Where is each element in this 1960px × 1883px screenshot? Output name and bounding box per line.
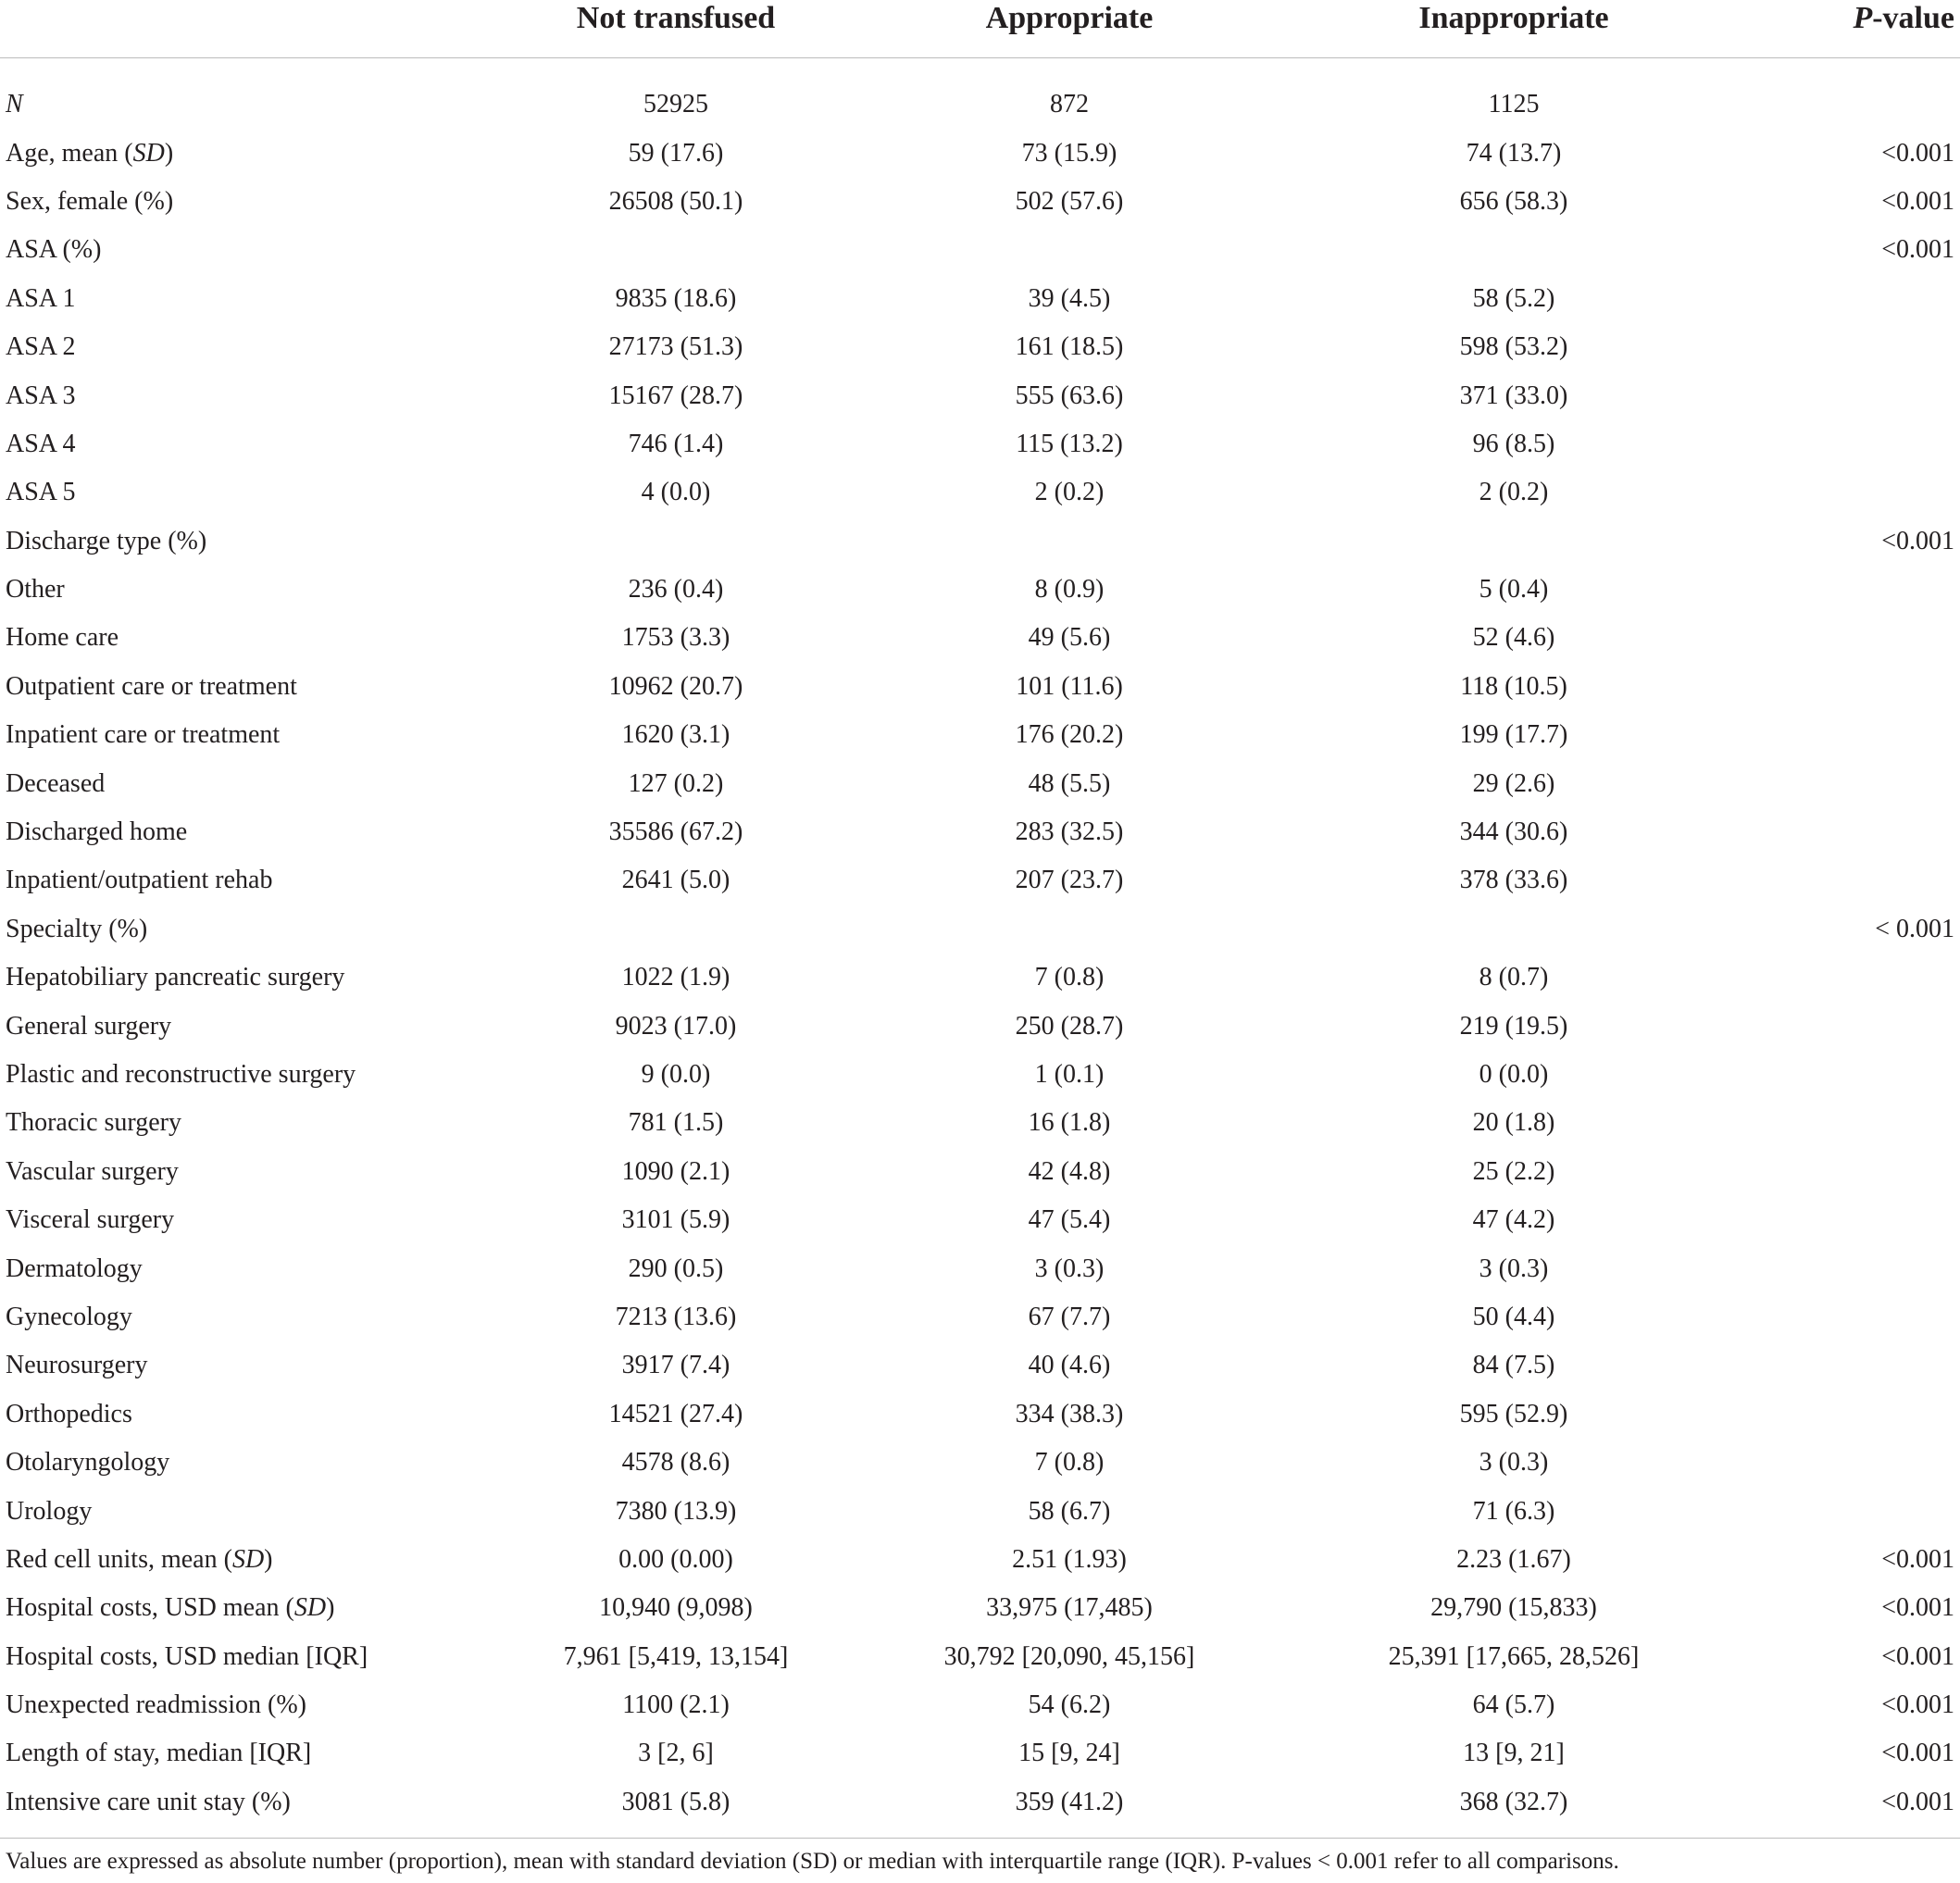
table-row — [0, 1584, 1960, 1632]
row-label-text: Plastic and reconstructive surgery — [6, 1060, 356, 1089]
row-label — [0, 226, 518, 274]
cell-appropriate: 872 — [1050, 90, 1089, 119]
table-row — [0, 905, 1960, 954]
row-label-text: ASA 1 — [6, 283, 76, 313]
cell-inappropriate: 199 (17.7) — [1459, 720, 1568, 750]
cell-appropriate: 334 (38.3) — [1015, 1399, 1124, 1428]
cell-p-value: <0.001 — [1881, 186, 1954, 216]
cell-inappropriate: 20 (1.8) — [1472, 1108, 1555, 1138]
cell-inappropriate — [1305, 518, 1722, 566]
table-row — [0, 759, 1960, 807]
table-row — [0, 518, 1960, 566]
cell-inappropriate: 1125 — [1488, 90, 1540, 119]
cell-p-value — [1722, 1390, 1960, 1439]
cell-inappropriate: 656 (58.3) — [1459, 186, 1568, 216]
table-row — [0, 420, 1960, 468]
cell-inappropriate: 71 (6.3) — [1472, 1496, 1555, 1526]
cell-inappropriate: 2 (0.2) — [1479, 478, 1549, 507]
row-label — [0, 1148, 518, 1196]
row-label-italic: N — [6, 90, 23, 119]
row-label — [0, 371, 518, 419]
table-body — [0, 58, 1960, 1839]
header-appropriate: Appropriate — [833, 0, 1305, 58]
cell-p-value — [1722, 614, 1960, 662]
row-label — [0, 663, 518, 711]
cell-appropriate: 555 (63.6) — [1015, 380, 1124, 410]
header-not-transfused: Not transfused — [518, 0, 833, 58]
header-p-italic: P — [1853, 1, 1873, 35]
table-row — [0, 1390, 1960, 1439]
table-row — [0, 663, 1960, 711]
cell-appropriate: 161 (18.5) — [1015, 332, 1124, 362]
row-label — [0, 420, 518, 468]
row-label — [0, 1051, 518, 1099]
row-label-text: ASA (%) — [6, 235, 102, 265]
cell-p-value: <0.001 — [1881, 1641, 1954, 1671]
cell-p-value — [1722, 420, 1960, 468]
row-label-text: General surgery — [6, 1011, 172, 1041]
row-label-text: Hospital costs, USD median [IQR] — [6, 1641, 368, 1671]
cell-p-value — [1722, 275, 1960, 323]
row-label-text: Discharged home — [6, 817, 188, 847]
row-label-text: ASA 3 — [6, 380, 76, 410]
row-label — [0, 1536, 518, 1584]
cell-p-value — [1722, 323, 1960, 371]
header-inappropriate: Inappropriate — [1305, 0, 1722, 58]
table-row — [0, 178, 1960, 226]
cell-p-value — [1722, 1439, 1960, 1487]
cell-p-value — [1722, 1099, 1960, 1147]
cell-not-transfused: 9835 (18.6) — [615, 283, 737, 313]
cell-not-transfused: 1090 (2.1) — [621, 1156, 730, 1186]
row-label-text: ASA 2 — [6, 332, 76, 362]
cell-appropriate: 40 (4.6) — [1028, 1351, 1111, 1380]
row-label — [0, 905, 518, 954]
table-row — [0, 1244, 1960, 1292]
row-label — [0, 1487, 518, 1535]
row-label — [0, 808, 518, 856]
row-label-text: Discharge type (%) — [6, 526, 207, 555]
table-row — [0, 1681, 1960, 1729]
row-label — [0, 323, 518, 371]
cell-p-value — [1722, 954, 1960, 1002]
table-row — [0, 1487, 1960, 1535]
cell-appropriate: 7 (0.8) — [1034, 1448, 1105, 1478]
row-label-text: Neurosurgery — [6, 1351, 148, 1380]
row-label-text: Intensive care unit stay (%) — [6, 1787, 291, 1816]
cell-appropriate: 58 (6.7) — [1028, 1496, 1111, 1526]
row-label-text: Length of stay, median [IQR] — [6, 1739, 312, 1768]
cell-p-value — [1722, 81, 1960, 129]
cell-not-transfused: 2641 (5.0) — [621, 866, 730, 895]
cell-appropriate: 115 (13.2) — [1016, 429, 1123, 458]
cell-inappropriate: 64 (5.7) — [1472, 1690, 1555, 1720]
cell-not-transfused: 1753 (3.3) — [621, 623, 730, 653]
cell-not-transfused: 14521 (27.4) — [608, 1399, 743, 1428]
cell-inappropriate: 74 (13.7) — [1466, 138, 1562, 168]
cell-appropriate: 1 (0.1) — [1034, 1060, 1105, 1089]
table-header-row — [0, 0, 1960, 58]
table-row — [0, 1729, 1960, 1777]
cell-p-value: <0.001 — [1881, 1593, 1954, 1623]
row-label — [0, 1390, 518, 1439]
cell-inappropriate: 344 (30.6) — [1459, 817, 1568, 847]
cell-p-value — [1722, 711, 1960, 759]
cell-not-transfused: 9 (0.0) — [641, 1060, 711, 1089]
table-footnote: Values are expressed as absolute number (proportion), mean with standard deviation (SD) or median with interquartile range (IQR). P-values < 0.001 refer to all comparisons. — [6, 1849, 1619, 1874]
cell-not-transfused — [518, 226, 833, 274]
row-label-text: Urology — [6, 1496, 93, 1526]
row-label-italic: SD — [132, 138, 165, 168]
row-label-suffix: ) — [326, 1593, 335, 1623]
cell-inappropriate: 96 (8.5) — [1472, 429, 1555, 458]
row-label — [0, 81, 518, 129]
cell-inappropriate: 118 (10.5) — [1460, 671, 1567, 701]
cell-not-transfused: 3917 (7.4) — [621, 1351, 730, 1380]
row-label — [0, 711, 518, 759]
cell-appropriate: 42 (4.8) — [1028, 1156, 1111, 1186]
row-label-text: Gynecology — [6, 1302, 132, 1331]
row-label — [0, 468, 518, 517]
row-label-text: Hospital costs, USD mean ( — [6, 1593, 294, 1623]
table-row — [0, 808, 1960, 856]
cell-inappropriate: 84 (7.5) — [1472, 1351, 1555, 1380]
cell-inappropriate: 368 (32.7) — [1459, 1787, 1568, 1816]
cell-appropriate: 176 (20.2) — [1015, 720, 1124, 750]
cell-p-value — [1722, 1487, 1960, 1535]
cell-appropriate: 359 (41.2) — [1015, 1787, 1124, 1816]
cell-p-value — [1722, 1148, 1960, 1196]
cell-inappropriate: 378 (33.6) — [1459, 866, 1568, 895]
row-label-text: Orthopedics — [6, 1399, 132, 1428]
cell-p-value: <0.001 — [1881, 1787, 1954, 1816]
cell-p-value — [1722, 1341, 1960, 1390]
table-row — [0, 468, 1960, 517]
cell-not-transfused: 4578 (8.6) — [621, 1448, 730, 1478]
cell-not-transfused: 7213 (13.6) — [615, 1302, 737, 1331]
row-label-text: Outpatient care or treatment — [6, 671, 297, 701]
cell-appropriate: 47 (5.4) — [1028, 1205, 1111, 1235]
cell-appropriate: 30,792 [20,090, 45,156] — [943, 1641, 1195, 1671]
cell-inappropriate: 58 (5.2) — [1472, 283, 1555, 313]
cell-appropriate: 283 (32.5) — [1015, 817, 1124, 847]
cell-p-value: <0.001 — [1881, 138, 1954, 168]
cell-inappropriate: 3 (0.3) — [1479, 1253, 1549, 1283]
cell-appropriate: 48 (5.5) — [1028, 768, 1111, 798]
cell-not-transfused: 781 (1.5) — [628, 1108, 724, 1138]
row-label — [0, 1778, 518, 1827]
row-label-text: Home care — [6, 623, 119, 653]
cell-p-value: < 0.001 — [1875, 914, 1954, 943]
row-label-text: Unexpected readmission (%) — [6, 1690, 306, 1720]
cell-not-transfused: 3081 (5.8) — [621, 1787, 730, 1816]
row-label-text: Sex, female (%) — [6, 186, 174, 216]
row-label-text: Thoracic surgery — [6, 1108, 181, 1138]
row-label — [0, 275, 518, 323]
cell-not-transfused — [518, 518, 833, 566]
row-label-text: Red cell units, mean ( — [6, 1544, 232, 1574]
table-row — [0, 856, 1960, 904]
cell-appropriate: 16 (1.8) — [1028, 1108, 1111, 1138]
cell-inappropriate — [1305, 905, 1722, 954]
row-label — [0, 1293, 518, 1341]
cell-not-transfused: 1022 (1.9) — [621, 963, 730, 992]
table-row — [0, 614, 1960, 662]
row-label-suffix: ) — [264, 1544, 273, 1574]
cell-p-value — [1722, 1244, 1960, 1292]
cell-p-value — [1722, 759, 1960, 807]
cell-appropriate: 250 (28.7) — [1015, 1011, 1124, 1041]
row-label — [0, 129, 518, 177]
table-row — [0, 566, 1960, 614]
row-label-text: Inpatient/outpatient rehab — [6, 866, 273, 895]
cell-p-value: <0.001 — [1881, 1690, 1954, 1720]
cell-p-value — [1722, 856, 1960, 904]
header-p-value — [1722, 0, 1960, 58]
cell-not-transfused: 26508 (50.1) — [608, 186, 743, 216]
row-label — [0, 614, 518, 662]
row-label — [0, 1002, 518, 1050]
cell-inappropriate: 598 (53.2) — [1459, 332, 1568, 362]
cell-p-value — [1722, 663, 1960, 711]
header-blank — [0, 0, 518, 58]
cell-appropriate — [833, 226, 1305, 274]
cell-not-transfused: 1100 (2.1) — [622, 1690, 730, 1720]
cell-not-transfused: 1620 (3.1) — [621, 720, 730, 750]
row-label — [0, 1196, 518, 1244]
cell-not-transfused: 27173 (51.3) — [608, 332, 743, 362]
cell-p-value — [1722, 566, 1960, 614]
cell-p-value: <0.001 — [1881, 526, 1954, 555]
row-label — [0, 518, 518, 566]
cell-inappropriate: 29,790 (15,833) — [1430, 1593, 1597, 1623]
cell-p-value: <0.001 — [1881, 1544, 1954, 1574]
row-label-text: Vascular surgery — [6, 1156, 179, 1186]
cell-inappropriate: 595 (52.9) — [1459, 1399, 1568, 1428]
cell-not-transfused: 3101 (5.9) — [621, 1205, 730, 1235]
cell-inappropriate: 371 (33.0) — [1459, 380, 1568, 410]
cell-not-transfused: 9023 (17.0) — [615, 1011, 737, 1041]
cell-appropriate: 73 (15.9) — [1021, 138, 1117, 168]
row-label-suffix: ) — [164, 138, 174, 168]
header-p-rest: -value — [1872, 1, 1954, 35]
row-label — [0, 566, 518, 614]
table-row — [0, 1439, 1960, 1487]
cell-inappropriate: 3 (0.3) — [1479, 1448, 1549, 1478]
cell-not-transfused: 4 (0.0) — [641, 478, 711, 507]
cell-appropriate — [833, 905, 1305, 954]
table-row — [0, 129, 1960, 177]
row-label — [0, 759, 518, 807]
cell-appropriate: 2.51 (1.93) — [1012, 1544, 1127, 1574]
row-label-text: Dermatology — [6, 1253, 143, 1283]
row-label — [0, 1439, 518, 1487]
cell-appropriate: 101 (11.6) — [1016, 671, 1123, 701]
cell-not-transfused: 127 (0.2) — [628, 768, 724, 798]
row-label-text: Hepatobiliary pancreatic surgery — [6, 963, 345, 992]
table-row — [0, 1051, 1960, 1099]
cell-inappropriate: 5 (0.4) — [1479, 575, 1549, 605]
table-row — [0, 323, 1960, 371]
cell-not-transfused: 52925 — [643, 90, 708, 119]
row-label-text: ASA 5 — [6, 478, 76, 507]
cell-inappropriate: 52 (4.6) — [1472, 623, 1555, 653]
cell-p-value — [1722, 371, 1960, 419]
cell-appropriate: 49 (5.6) — [1028, 623, 1111, 653]
cell-appropriate — [833, 518, 1305, 566]
cell-not-transfused: 10962 (20.7) — [608, 671, 743, 701]
cell-p-value — [1722, 468, 1960, 517]
cell-not-transfused: 59 (17.6) — [628, 138, 724, 168]
row-label — [0, 856, 518, 904]
cell-not-transfused: 10,940 (9,098) — [599, 1593, 753, 1623]
cell-not-transfused: 236 (0.4) — [628, 575, 724, 605]
row-label-text: Visceral surgery — [6, 1205, 175, 1235]
table-row — [0, 1536, 1960, 1584]
table-row — [0, 1148, 1960, 1196]
cell-p-value: <0.001 — [1881, 1739, 1954, 1768]
cell-not-transfused: 35586 (67.2) — [608, 817, 743, 847]
cell-inappropriate: 25 (2.2) — [1472, 1156, 1555, 1186]
row-label — [0, 1244, 518, 1292]
row-label-text: Age, mean ( — [6, 138, 133, 168]
table-row — [0, 1293, 1960, 1341]
cell-appropriate: 2 (0.2) — [1034, 478, 1105, 507]
table-row — [0, 1099, 1960, 1147]
table-row — [0, 1633, 1960, 1681]
table-row — [0, 954, 1960, 1002]
row-label-text: Otolaryngology — [6, 1448, 170, 1478]
cell-appropriate: 7 (0.8) — [1034, 963, 1105, 992]
cell-appropriate: 15 [9, 24] — [1018, 1739, 1120, 1768]
table-row — [0, 1341, 1960, 1390]
cell-appropriate: 3 (0.3) — [1034, 1253, 1105, 1283]
cell-not-transfused: 3 [2, 6] — [638, 1739, 714, 1768]
table-row — [0, 371, 1960, 419]
cell-inappropriate: 50 (4.4) — [1472, 1302, 1555, 1331]
cell-not-transfused: 0.00 (0.00) — [618, 1544, 733, 1574]
cell-inappropriate: 25,391 [17,665, 28,526] — [1388, 1641, 1640, 1671]
cell-inappropriate: 13 [9, 21] — [1463, 1739, 1565, 1768]
cell-appropriate: 8 (0.9) — [1034, 575, 1105, 605]
cell-inappropriate: 8 (0.7) — [1479, 963, 1549, 992]
cell-p-value — [1722, 808, 1960, 856]
table-row — [0, 275, 1960, 323]
cell-not-transfused — [518, 905, 833, 954]
table-row — [0, 226, 1960, 274]
cell-inappropriate: 2.23 (1.67) — [1456, 1544, 1571, 1574]
row-label — [0, 1099, 518, 1147]
cell-appropriate: 39 (4.5) — [1028, 283, 1111, 313]
cell-p-value — [1722, 1196, 1960, 1244]
row-label — [0, 1341, 518, 1390]
cell-appropriate: 502 (57.6) — [1015, 186, 1124, 216]
row-label-text: ASA 4 — [6, 429, 76, 458]
table-row — [0, 1196, 1960, 1244]
row-label — [0, 1681, 518, 1729]
cell-not-transfused: 7,961 [5,419, 13,154] — [563, 1641, 789, 1671]
cell-not-transfused: 746 (1.4) — [628, 429, 724, 458]
cell-inappropriate — [1305, 226, 1722, 274]
cell-inappropriate: 219 (19.5) — [1459, 1011, 1568, 1041]
cell-inappropriate: 0 (0.0) — [1479, 1060, 1549, 1089]
row-label — [0, 954, 518, 1002]
table-row — [0, 1778, 1960, 1827]
row-label-text: Inpatient care or treatment — [6, 720, 281, 750]
row-label — [0, 1729, 518, 1777]
cell-p-value: <0.001 — [1881, 235, 1954, 265]
cell-appropriate: 33,975 (17,485) — [986, 1593, 1153, 1623]
cell-not-transfused: 290 (0.5) — [628, 1253, 724, 1283]
cell-appropriate: 207 (23.7) — [1015, 866, 1124, 895]
row-label — [0, 178, 518, 226]
cell-appropriate: 54 (6.2) — [1028, 1690, 1111, 1720]
cell-appropriate: 67 (7.7) — [1028, 1302, 1111, 1331]
cell-not-transfused: 7380 (13.9) — [615, 1496, 737, 1526]
cell-inappropriate: 47 (4.2) — [1472, 1205, 1555, 1235]
cell-p-value — [1722, 1293, 1960, 1341]
row-label-italic: SD — [293, 1593, 327, 1623]
table-row — [0, 81, 1960, 129]
row-label — [0, 1584, 518, 1632]
table-row — [0, 1002, 1960, 1050]
row-label-text: Deceased — [6, 768, 106, 798]
row-label-text: Specialty (%) — [6, 914, 148, 943]
row-label-text: Other — [6, 575, 65, 605]
row-label — [0, 1633, 518, 1681]
cell-inappropriate: 29 (2.6) — [1472, 768, 1555, 798]
row-label-italic: SD — [231, 1544, 265, 1574]
cell-p-value — [1722, 1051, 1960, 1099]
cell-p-value — [1722, 1002, 1960, 1050]
table-row — [0, 711, 1960, 759]
cell-not-transfused: 15167 (28.7) — [608, 380, 743, 410]
